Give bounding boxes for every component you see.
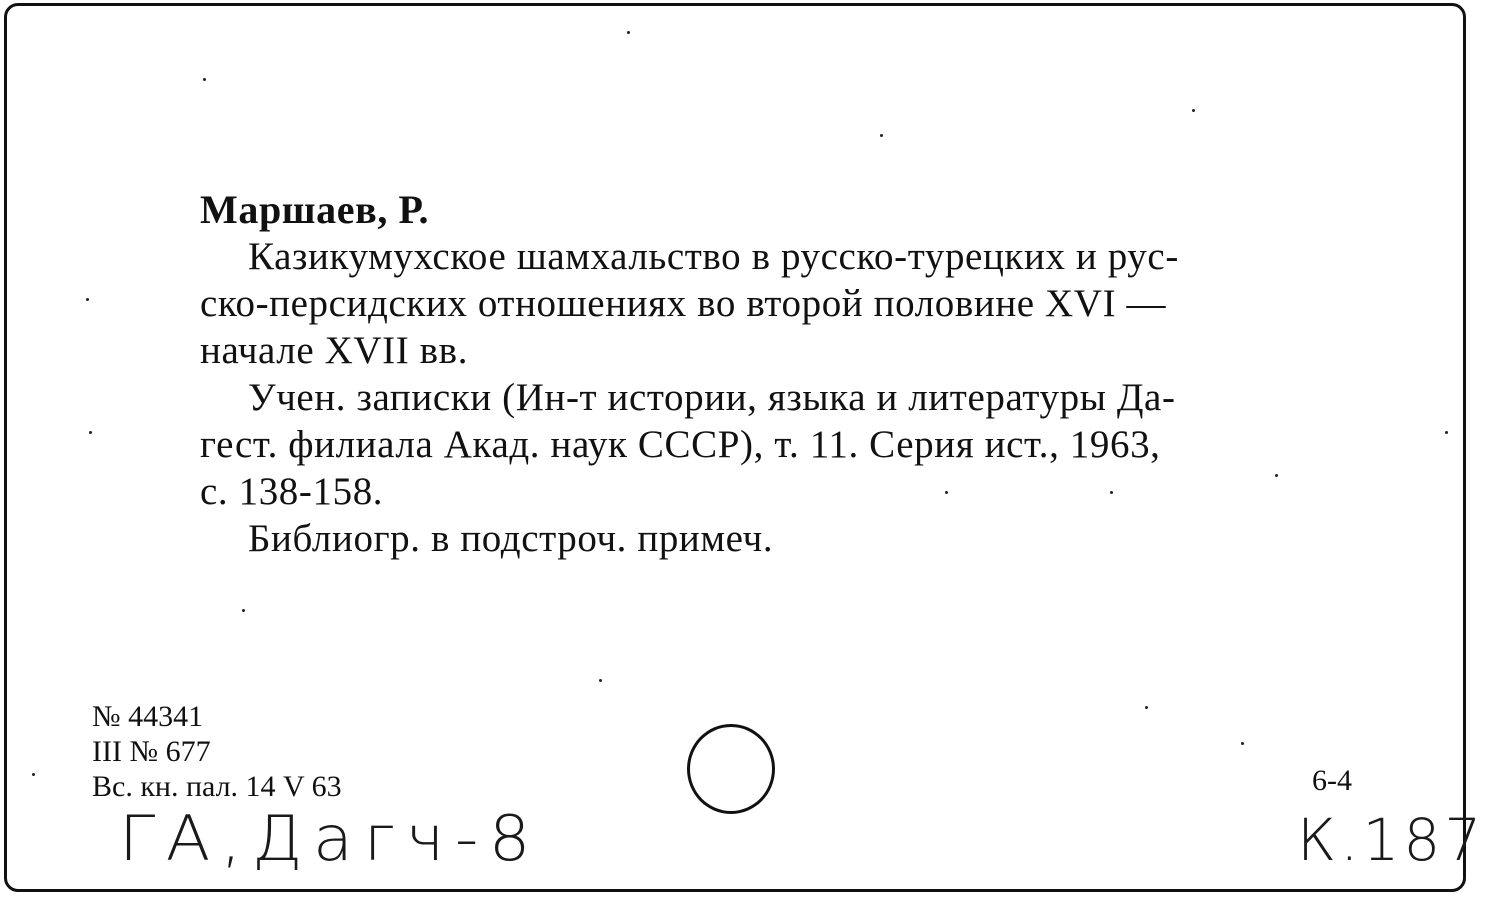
classification-index: 6-4 [1312,764,1352,797]
scan-speck [1445,431,1448,434]
scan-speck [599,679,602,682]
registry-series-number: III № 677 [92,735,211,768]
scan-speck [86,298,89,301]
source-line: с. 138-158. [200,470,384,513]
scan-speck [1192,109,1195,112]
handwritten-shelf-code: К.187 [1297,806,1485,874]
handwritten-archive-code: ГА,Дагч-8 [119,802,541,875]
title-line: Казикумухское шамхальство в русско-турецких и рус- [248,235,1179,278]
author-name: Маршаев, Р. [200,187,430,232]
catalog-card [4,3,1485,892]
registry-chamber-date: Вс. кн. пал. 14 V 63 [92,770,342,803]
bibliography-note: Библиогр. в подстроч. примеч. [248,517,774,560]
scan-speck [1110,491,1113,494]
scan-speck [627,31,630,34]
work-title [200,233,1350,374]
scan-speck [945,491,948,494]
registry-block [92,699,342,804]
bibliographic-entry [200,186,1350,562]
scan-speck [1145,706,1148,709]
registry-number: № 44341 [92,700,204,733]
punch-hole [687,724,775,814]
scan-speck [1275,474,1278,477]
source-line: Учен. записки (Ин-т истории, языка и литературы Да- [248,376,1176,419]
scan-speck [32,773,35,776]
scan-speck [203,78,206,81]
source-line: гест. филиала Акад. наук СССР), т. 11. Серия ист., 1963, [200,423,1161,466]
publication-source [200,374,1350,515]
scan-speck [880,134,883,137]
title-line: начале XVII вв. [200,329,469,372]
title-line: ско-персидских отношениях во второй половине XVI — [200,282,1167,325]
scan-speck [242,609,245,612]
scan-speck [1241,742,1244,745]
scan-speck [89,431,92,434]
